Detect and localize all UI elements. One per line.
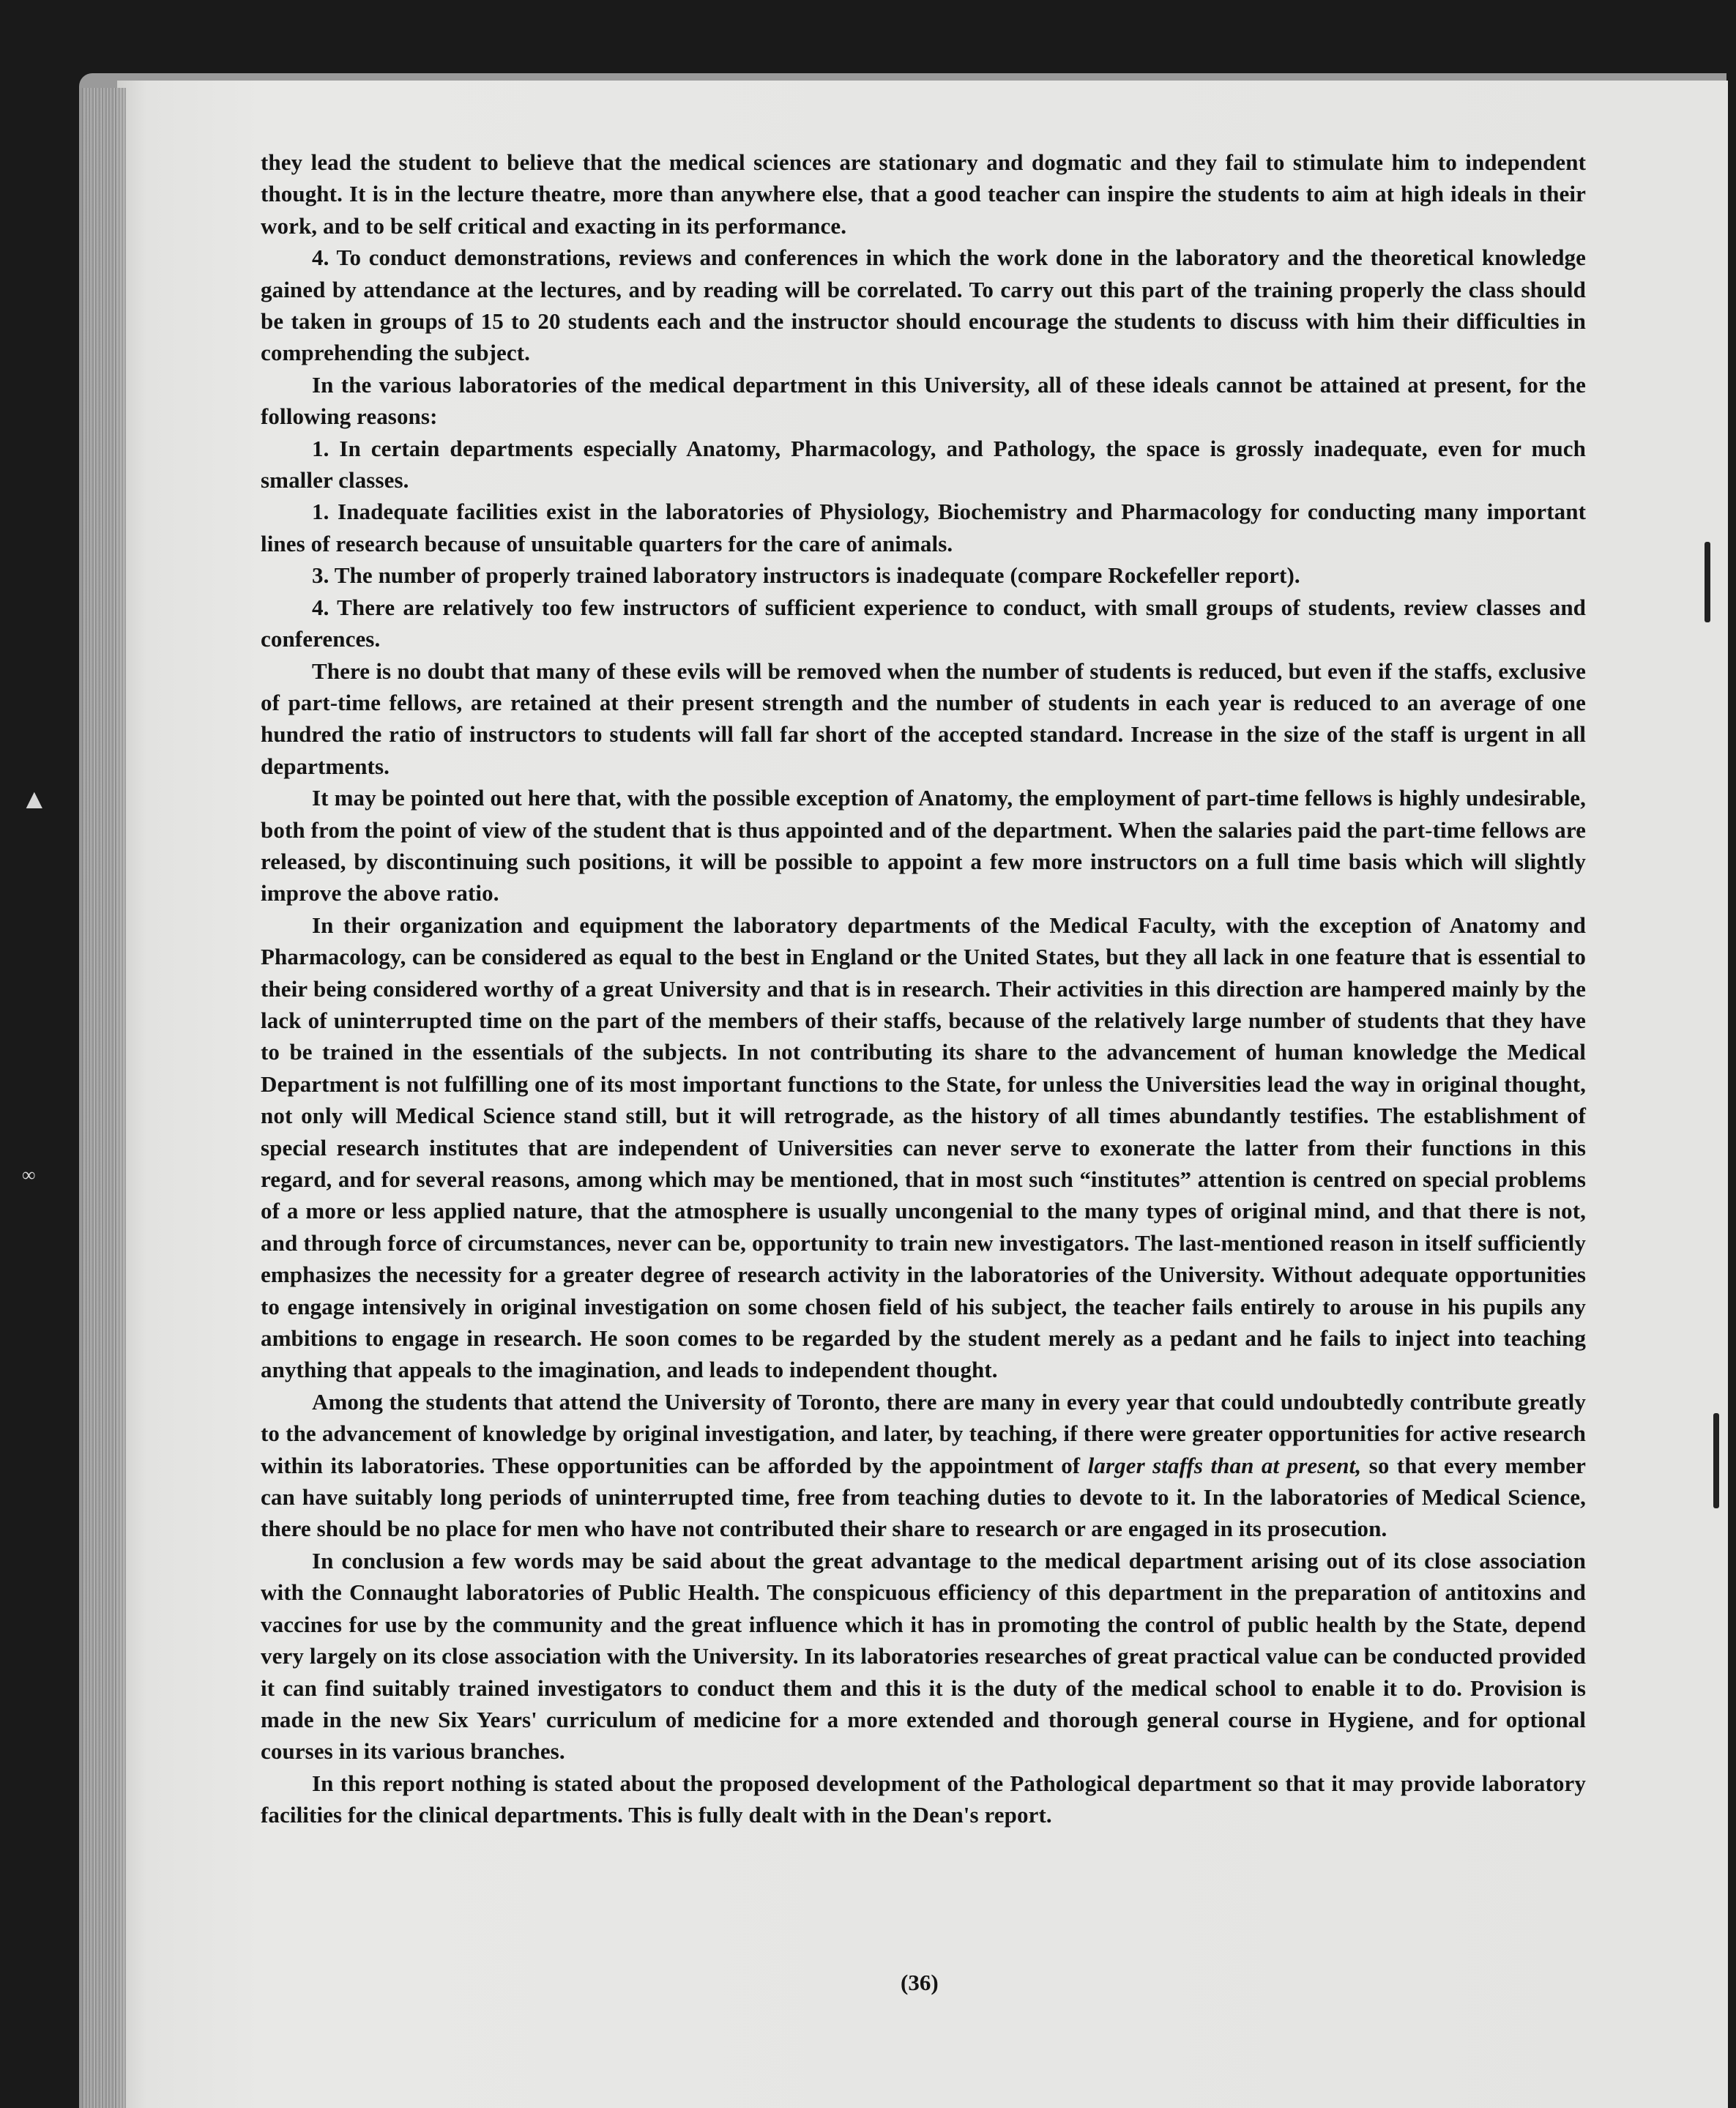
paragraph: 3. The number of properly trained laboratory instructors is inadequate (compare Rockefeller report). bbox=[312, 562, 1300, 589]
scan-artifact-mark bbox=[1713, 1413, 1719, 1508]
paragraph-text: so that every member can have suitably long periods of uninterrupted time, free from teaching duties to devote to it. In the laboratories of Medical Science, there should be no place for men who have not contributed their share to research or are engaged in its prosecution. bbox=[261, 1452, 1586, 1542]
paragraph: It may be pointed out here that, with the possible exception of Anatomy, the employment of part-time fellows is highly undesirable, both from the point of view of the student that is thus appointed and of the department. When the salaries paid the part-time fellows are released, by discontinuing such positions, it will be possible to appoint a few more instructors on a full time basis which will slightly improve the above ratio. bbox=[261, 785, 1586, 906]
paragraph: In this report nothing is stated about the proposed development of the Pathological department so that it may provide laboratory facilities for the clinical departments. This is fully dealt with in the Dean's report. bbox=[261, 1770, 1586, 1828]
body-text bbox=[261, 146, 1586, 1831]
paragraph bbox=[261, 1386, 1586, 1545]
paragraph: In the various laboratories of the medical department in this University, all of these ideals cannot be attained at present, for the following reasons: bbox=[261, 371, 1586, 430]
paragraph: 1. Inadequate facilities exist in the laboratories of Physiology, Biochemistry and Pharmacology for conducting many important lines of research because of unsuitable quarters for the care of animals. bbox=[261, 499, 1586, 556]
paragraph: There is no doubt that many of these evils will be removed when the number of students is reduced, but even if the staffs, exclusive of part-time fellows, are retained at their present strength and the number of students in each year is reduced to an average of one hundred the ratio of instructors to students will fall far short of the accepted standard. Increase in the size of the staff is urgent in all departments. bbox=[261, 658, 1586, 779]
paragraph: 1. In certain departments especially Anatomy, Pharmacology, and Pathology, the space is grossly inadequate, even for much smaller classes. bbox=[261, 435, 1586, 494]
scan-artifact-mark: ▲ bbox=[21, 784, 48, 815]
scan-artifact-mark bbox=[1705, 542, 1710, 622]
page-number: (36) bbox=[901, 1970, 939, 1995]
paragraph: 4. To conduct demonstrations, reviews and conferences in which the work done in the laboratory and the theoretical knowledge gained by attendance at the lectures, and by reading will be correlated. To carry out this part of the training properly the class should be taken in groups of 15 to 20 students each and the instructor should encourage the students to discuss with him their difficulties in comprehending the subject. bbox=[261, 245, 1586, 366]
paragraph: In conclusion a few words may be said about the great advantage to the medical department arising out of its close association with the Connaught laboratories of Public Health. The conspicuous efficiency of this department in the preparation of antitoxins and vaccines for use by the community and the great influence which it has in promoting the control of public health by the State, depend very largely on its close association with the University. In its laboratories researches of great practical value can be conducted provided it can find suitably trained investigators to conduct them and this it is the duty of the medical school to enable it to do. Provision is made in the new Six Years' curriculum of medicine for a more extended and thorough general course in Hygiene, and for optional courses in its various branches. bbox=[261, 1547, 1586, 1765]
paragraph: In their organization and equipment the laboratory departments of the Medical Faculty, with the exception of Anatomy and Pharmacology, can be considered as equal to the best in England or the United States, but they all lack in one feature that is essential to their being considered worthy of a great University and that is in research. Their activities in this direction are hampered mainly by the lack of uninterrupted time on the part of the members of their staffs, because of the relatively large number of students that they have to be trained in the essentials of the subjects. In not contributing its share to the advancement of human knowledge the Medical Department is not fulfilling one of its most important functions to the State, for unless the Universities lead the way in original thought, not only will Medical Science stand still, but it will retrograde, as the history of all times abundantly testifies. The establishment of special research institutes that are independent of Universities can never serve to exonerate the latter from their functions in this regard, and for several reasons, among which may be mentioned, that in most such “institutes” attention is centred on special problems of a more or less applied nature, that the atmosphere is usually uncongenial to the many types of original mind, and that there is not, and through force of circumstances, never can be, opportunity to train new investigators. The last-mentioned reason in itself sufficiently emphasizes the necessity for a greater degree of research activity in the laboratories of the University. Without adequate opportunities to engage intensively in original investigation on some chosen field of his subject, the teacher fails entirely to arouse in his pupils any ambitions to engage in research. He soon comes to be regarded by the student merely as a pedant and he fails to inject into teaching anything that appeals to the imagination, and leads to independent thought. bbox=[261, 912, 1586, 1383]
scan-artifact-mark: ∞ bbox=[22, 1164, 36, 1185]
emphasized-text: larger staffs than at present, bbox=[1087, 1452, 1362, 1478]
paragraph-text: Among the students that attend the University of Toronto, there are many in every year that could undoubtedly contribute greatly to the advancement of knowledge by original investigation, and later, by teaching, if there were greater opportunities for active research within its laboratories. These opportunities can be afforded by the appointment of bbox=[261, 1388, 1586, 1478]
page-binding-edge bbox=[82, 88, 126, 2108]
paragraph: they lead the student to believe that the medical sciences are stationary and dogmatic and they fail to stimulate him to independent thought. It is in the lecture theatre, more than anywhere else, that a good teacher can inspire the students to aim at high ideals in their work, and to be self critical and exacting in its performance. bbox=[261, 149, 1586, 239]
paragraph: 4. There are relatively too few instructors of sufficient experience to conduct, with small groups of students, review classes and conferences. bbox=[261, 594, 1586, 652]
